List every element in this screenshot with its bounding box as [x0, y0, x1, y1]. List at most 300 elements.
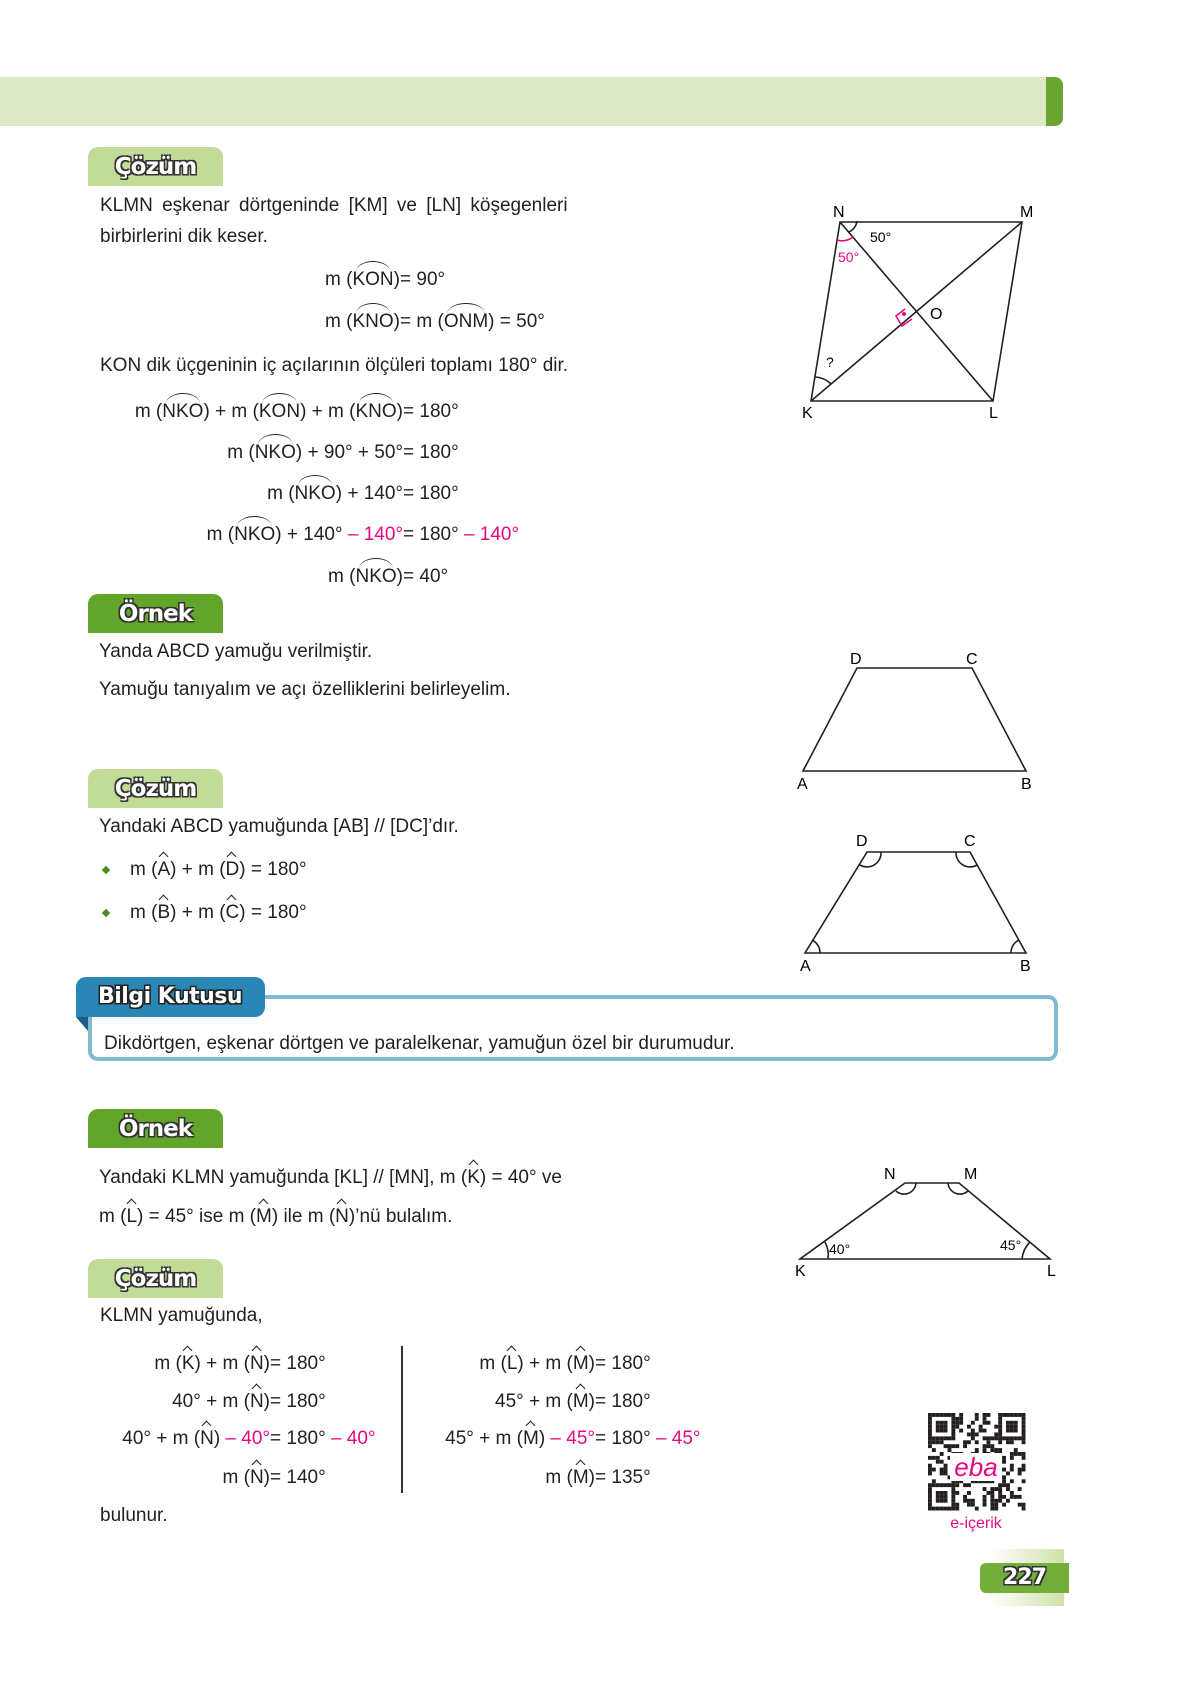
qr-module	[1002, 1468, 1006, 1472]
math-text: m (	[325, 311, 353, 332]
trapezoid-angles-diagram	[805, 852, 1026, 953]
qr-module	[932, 1436, 936, 1440]
qr-module	[944, 1436, 948, 1440]
qr-module	[959, 1421, 963, 1425]
equation-rhs	[595, 1466, 651, 1490]
math-text: 45° + m (	[445, 1428, 523, 1449]
qr-module	[944, 1468, 948, 1472]
math-text: m (	[328, 566, 356, 587]
qr-module	[998, 1413, 1002, 1417]
qr-module	[990, 1503, 994, 1507]
qr-module	[928, 1507, 932, 1511]
qr-module	[951, 1417, 955, 1421]
qr-module	[928, 1444, 932, 1448]
qr-module	[951, 1491, 955, 1495]
info-box-text: Dikdörtgen, eşkenar dörtgen ve paralelkenar, yamuğun özel bir durumudur.	[104, 1033, 735, 1054]
equation-rhs	[270, 1390, 326, 1414]
qr-module	[928, 1472, 932, 1476]
highlight-term: – 40°	[225, 1428, 270, 1449]
qr-module	[983, 1436, 987, 1440]
qr-module	[998, 1483, 1002, 1487]
qr-module	[971, 1429, 975, 1433]
qr-module	[928, 1491, 932, 1495]
qr-module	[994, 1499, 998, 1503]
qr-module	[1014, 1495, 1018, 1499]
qr-module	[983, 1417, 987, 1421]
qr-module	[983, 1495, 987, 1499]
equation-lhs	[172, 1390, 270, 1414]
qr-module	[936, 1421, 940, 1425]
qr-module	[1002, 1436, 1006, 1440]
qr-module	[928, 1440, 932, 1444]
math-text: 40° + m (	[172, 1391, 250, 1412]
qr-module	[963, 1499, 967, 1503]
qr-module	[951, 1487, 955, 1491]
vertex-label: A	[800, 958, 811, 975]
qr-module	[1002, 1456, 1006, 1460]
qr-module	[1010, 1425, 1014, 1429]
qr-module	[944, 1444, 948, 1448]
qr-module	[944, 1507, 948, 1511]
qr-module	[967, 1491, 971, 1495]
math-text: ) + m (	[194, 1353, 250, 1374]
vertex-label: O	[930, 306, 943, 323]
qr-module	[983, 1503, 987, 1507]
math-text: )	[263, 1391, 270, 1412]
qr-module	[994, 1503, 998, 1507]
qr-module	[998, 1433, 1002, 1437]
angle-label: 40°	[829, 1241, 851, 1257]
angle-hat-notation: D	[225, 859, 240, 880]
qr-module	[1022, 1503, 1026, 1507]
qr-module	[1018, 1495, 1022, 1499]
math-text: m (	[267, 483, 295, 504]
angle-hat-notation: A	[157, 859, 171, 880]
angle-arc-notation: NKO	[162, 401, 204, 422]
qr-module	[932, 1456, 936, 1460]
math-text: m (	[99, 1206, 127, 1227]
math-text: = 180°	[595, 1353, 651, 1374]
qr-module	[944, 1425, 948, 1429]
math-text: ) = 45° ise m (	[137, 1206, 257, 1227]
qr-module	[971, 1436, 975, 1440]
qr-module	[1018, 1468, 1022, 1472]
cozum-badge: Çözüm	[88, 769, 223, 808]
qr-module	[928, 1429, 932, 1433]
qr-module	[932, 1479, 936, 1483]
math-text: ) + m (	[300, 401, 356, 422]
qr-module	[928, 1425, 932, 1429]
angle-hat-notation: N	[249, 1467, 264, 1488]
math-text: )	[588, 1467, 595, 1488]
qr-module	[928, 1464, 932, 1468]
qr-module	[1002, 1413, 1006, 1417]
info-box-title: Bilgi Kutusu	[76, 977, 265, 1017]
qr-module	[1002, 1495, 1006, 1499]
example-text: Yamuğu tanıyalım ve açı özelliklerini belirleyelim.	[99, 679, 511, 700]
solution-text: KON dik üçgeninin iç açılarının ölçüleri toplamı 180° dir.	[100, 355, 569, 376]
qr-module	[1002, 1503, 1006, 1507]
angle-hat-notation: N	[200, 1428, 214, 1449]
qr-module	[967, 1433, 971, 1437]
math-text: )’nü bulalım.	[348, 1206, 453, 1227]
ornek-badge: Örnek	[88, 594, 223, 633]
equation-lhs	[445, 1427, 595, 1451]
cozum-badge: Çözüm	[88, 1259, 223, 1298]
angle-hat-notation: K	[181, 1353, 195, 1374]
qr-module	[1022, 1468, 1026, 1472]
qr-module	[983, 1429, 987, 1433]
qr-module	[1022, 1417, 1026, 1421]
qr-module	[975, 1440, 979, 1444]
page-number: 227	[980, 1563, 1069, 1593]
qr-module	[1010, 1440, 1014, 1444]
qr-module	[990, 1495, 994, 1499]
qr-module	[940, 1452, 944, 1456]
qr-module	[932, 1468, 936, 1472]
qr-module	[983, 1421, 987, 1425]
qr-module	[944, 1413, 948, 1417]
qr-module	[944, 1429, 948, 1433]
qr-module	[1006, 1487, 1010, 1491]
qr-module	[928, 1499, 932, 1503]
math-text: ) ile m (	[271, 1206, 336, 1227]
qr-module	[944, 1483, 948, 1487]
qr-module	[936, 1429, 940, 1433]
qr-module	[936, 1460, 940, 1464]
qr-module	[967, 1483, 971, 1487]
equation-rhs	[595, 1390, 651, 1414]
math-text: m (	[222, 1467, 250, 1488]
qr-module	[1022, 1464, 1026, 1468]
angle-arc-notation: NKO	[294, 483, 336, 504]
qr-module	[994, 1425, 998, 1429]
vertex-label: N	[884, 1166, 896, 1183]
math-text: m (	[130, 902, 158, 923]
qr-module	[967, 1503, 971, 1507]
qr-module	[1002, 1475, 1006, 1479]
qr-module	[944, 1491, 948, 1495]
example-text	[99, 1205, 452, 1229]
qr-module	[940, 1460, 944, 1464]
qr-module	[975, 1433, 979, 1437]
qr-module	[1022, 1440, 1026, 1444]
qr-module	[1022, 1479, 1026, 1483]
qr-module	[944, 1464, 948, 1468]
qr-module	[948, 1507, 952, 1511]
cozum-badge: Çözüm	[88, 147, 223, 186]
qr-module	[1014, 1452, 1018, 1456]
qr-module	[1006, 1429, 1010, 1433]
qr-module	[940, 1495, 944, 1499]
qr-module	[1002, 1479, 1006, 1483]
qr-module	[951, 1433, 955, 1437]
angle-arc-notation: NKO	[254, 442, 296, 463]
angle-label: 45°	[1000, 1237, 1022, 1253]
qr-module	[1018, 1436, 1022, 1440]
qr-module	[940, 1436, 944, 1440]
math-text: 45° + m (	[495, 1391, 573, 1412]
qr-module	[951, 1483, 955, 1487]
qr-module	[1014, 1448, 1018, 1452]
math-text: ) + m (	[517, 1353, 573, 1374]
qr-module	[948, 1444, 952, 1448]
math-text: m (	[325, 269, 353, 290]
qr-module	[1018, 1503, 1022, 1507]
qr-module	[1010, 1452, 1014, 1456]
qr-module	[1010, 1468, 1014, 1472]
qr-module	[998, 1421, 1002, 1425]
ornek-badge: Örnek	[88, 1109, 223, 1148]
math-text: )	[263, 1467, 270, 1488]
math-text: ) + m (	[170, 902, 226, 923]
qr-module	[990, 1491, 994, 1495]
qr-module	[987, 1421, 991, 1425]
qr-module	[928, 1413, 932, 1417]
qr-module	[948, 1413, 952, 1417]
example-text: Yanda ABCD yamuğu verilmiştir.	[99, 641, 373, 662]
qr-module	[1010, 1479, 1014, 1483]
angle-hat-notation: K	[467, 1167, 480, 1188]
qr-module	[932, 1413, 936, 1417]
column-divider	[401, 1346, 403, 1493]
qr-module	[998, 1495, 1002, 1499]
qr-module	[951, 1499, 955, 1503]
qr-module	[940, 1499, 944, 1503]
rhombus-diagram	[811, 221, 1022, 401]
qr-module	[940, 1483, 944, 1487]
qr-module	[971, 1421, 975, 1425]
qr-module	[940, 1429, 944, 1433]
qr-module	[1006, 1499, 1010, 1503]
qr-module	[990, 1487, 994, 1491]
qr-module	[928, 1483, 932, 1487]
math-text: m (	[154, 1353, 182, 1374]
math-text: = 180°	[403, 483, 459, 504]
qr-module	[990, 1436, 994, 1440]
angle-label: 50°	[870, 229, 892, 245]
math-text: m (	[130, 859, 158, 880]
math-text: ) + 90° + 50°	[295, 442, 403, 463]
qr-module	[1010, 1413, 1014, 1417]
qr-module	[998, 1429, 1002, 1433]
vertex-label: B	[1020, 958, 1031, 975]
qr-module	[1022, 1425, 1026, 1429]
highlight-term: – 140°	[463, 524, 520, 545]
qr-module	[971, 1433, 975, 1437]
qr-module	[1010, 1436, 1014, 1440]
qr-module	[951, 1425, 955, 1429]
qr-module	[948, 1483, 952, 1487]
qr-module	[928, 1433, 932, 1437]
qr-module	[928, 1436, 932, 1440]
qr-module	[959, 1413, 963, 1417]
vertex-label: N	[833, 204, 845, 221]
solution-text: Yandaki ABCD yamuğunda [AB] // [DC]’dır.	[99, 816, 459, 837]
e-content-link[interactable]: e-içerik	[950, 1515, 1002, 1532]
vertex-label: M	[1020, 204, 1034, 221]
vertex-label: M	[964, 1166, 978, 1183]
angle-arc-notation: KNO	[355, 401, 397, 422]
qr-module	[983, 1487, 987, 1491]
qr-module	[940, 1440, 944, 1444]
math-text: = 180°	[403, 401, 459, 422]
qr-module	[936, 1495, 940, 1499]
math-text: = 40°	[403, 566, 449, 587]
qr-module	[944, 1421, 948, 1425]
qr-module	[998, 1425, 1002, 1429]
math-text: = 180°	[595, 1391, 651, 1412]
qr-module	[944, 1499, 948, 1503]
equation-lhs	[479, 1352, 595, 1376]
math-text: m (	[479, 1353, 507, 1374]
math-text: ) + 140°	[275, 524, 348, 545]
qr-module	[1006, 1440, 1010, 1444]
trapezoid-diagram	[803, 668, 1026, 771]
qr-module	[1014, 1425, 1018, 1429]
qr-module	[1018, 1413, 1022, 1417]
qr-module	[987, 1440, 991, 1444]
math-text: = 140°	[270, 1467, 326, 1488]
math-text: = 90°	[400, 269, 446, 290]
qr-module	[967, 1425, 971, 1429]
qr-module	[979, 1429, 983, 1433]
vertex-label: D	[856, 833, 868, 850]
angle-hat-notation: B	[157, 902, 171, 923]
vertex-label: C	[964, 833, 976, 850]
qr-module	[1006, 1413, 1010, 1417]
equation-lhs	[154, 1352, 270, 1376]
qr-module	[1014, 1436, 1018, 1440]
qr-module	[1010, 1421, 1014, 1425]
angle-hat-notation: N	[335, 1206, 349, 1227]
math-text: m (	[545, 1467, 573, 1488]
qr-module	[990, 1499, 994, 1503]
qr-module	[967, 1499, 971, 1503]
qr-module	[990, 1444, 994, 1448]
math-text: = 180°	[403, 442, 459, 463]
qr-module	[971, 1503, 975, 1507]
qr-module	[936, 1440, 940, 1444]
qr-module	[932, 1507, 936, 1511]
qr-module	[932, 1448, 936, 1452]
math-text: m (	[206, 524, 235, 545]
qr-module	[1022, 1507, 1026, 1511]
qr-module	[975, 1417, 979, 1421]
qr-module	[940, 1425, 944, 1429]
vertex-label: K	[795, 1263, 806, 1280]
vertex-label: L	[1047, 1263, 1056, 1280]
qr-module	[955, 1444, 959, 1448]
angle-arc-notation: ONM	[443, 311, 489, 332]
qr-module	[994, 1487, 998, 1491]
math-text: 40° + m (	[122, 1428, 201, 1449]
math-text: m (	[134, 401, 163, 422]
eba-logo: eba	[954, 1452, 998, 1482]
qr-module	[979, 1425, 983, 1429]
angle-hat-notation: L	[126, 1206, 138, 1227]
qr-module	[1010, 1429, 1014, 1433]
qr-module	[963, 1444, 967, 1448]
vertex-label: B	[1021, 776, 1032, 793]
angle-hat-notation: M	[572, 1467, 589, 1488]
qr-module	[928, 1421, 932, 1425]
qr-module	[940, 1507, 944, 1511]
qr-module	[1018, 1452, 1022, 1456]
math-text: )	[393, 311, 400, 332]
qr-module	[955, 1503, 959, 1507]
angle-arc-notation: NKO	[234, 524, 276, 545]
angle-hat-notation: M	[572, 1391, 589, 1412]
qr-module	[959, 1417, 963, 1421]
qr-module	[932, 1483, 936, 1487]
qr-module	[951, 1503, 955, 1507]
qr-module	[955, 1421, 959, 1425]
qr-module	[994, 1436, 998, 1440]
qr-module	[1006, 1472, 1010, 1476]
qr-module	[955, 1507, 959, 1511]
unknown-angle-label: ?	[826, 354, 834, 370]
equation-lhs	[223, 1466, 271, 1490]
math-text: = 180°	[403, 524, 464, 545]
qr-module	[928, 1468, 932, 1472]
math-text: = 180°	[270, 1391, 326, 1412]
qr-module	[1014, 1413, 1018, 1417]
qr-module	[940, 1491, 944, 1495]
qr-module	[936, 1507, 940, 1511]
qr-module	[987, 1413, 991, 1417]
equation-rhs	[595, 1427, 701, 1451]
qr-module	[994, 1433, 998, 1437]
qr-module	[1010, 1456, 1014, 1460]
qr-module	[1018, 1487, 1022, 1491]
vertex-label: K	[802, 405, 813, 422]
math-text: = 135°	[595, 1467, 651, 1488]
qr-module	[936, 1425, 940, 1429]
math-text: = 180°	[270, 1428, 331, 1449]
qr-module	[987, 1436, 991, 1440]
math-text: ) = 50°	[488, 311, 545, 332]
solution-text: KLMN yamuğunda,	[100, 1305, 263, 1326]
qr-module	[959, 1429, 963, 1433]
qr-module	[928, 1417, 932, 1421]
math-text: )	[396, 566, 403, 587]
qr-module	[1022, 1421, 1026, 1425]
qr-module	[948, 1448, 952, 1452]
solution-text: KLMN eşkenar dörtgeninde [KM] ve [LN] köşegenleri	[100, 195, 568, 216]
qr-module	[951, 1444, 955, 1448]
math-text: )	[588, 1353, 595, 1374]
vertex-label: C	[966, 651, 978, 668]
bullet-equation	[130, 901, 307, 925]
qr-module	[998, 1448, 1002, 1452]
vertex-label: A	[797, 776, 808, 793]
qr-module	[1002, 1483, 1006, 1487]
qr-module	[936, 1491, 940, 1495]
qr-module	[983, 1444, 987, 1448]
qr-module	[994, 1507, 998, 1511]
qr-module	[951, 1495, 955, 1499]
qr-module	[983, 1499, 987, 1503]
angle-hat-notation: M	[256, 1206, 272, 1227]
highlight-term: – 45°	[655, 1428, 701, 1449]
qr-module	[928, 1456, 932, 1460]
right-angle-dot	[902, 312, 906, 316]
qr-module	[998, 1487, 1002, 1491]
qr-module	[955, 1425, 959, 1429]
qr-module	[955, 1483, 959, 1487]
qr-module	[967, 1440, 971, 1444]
